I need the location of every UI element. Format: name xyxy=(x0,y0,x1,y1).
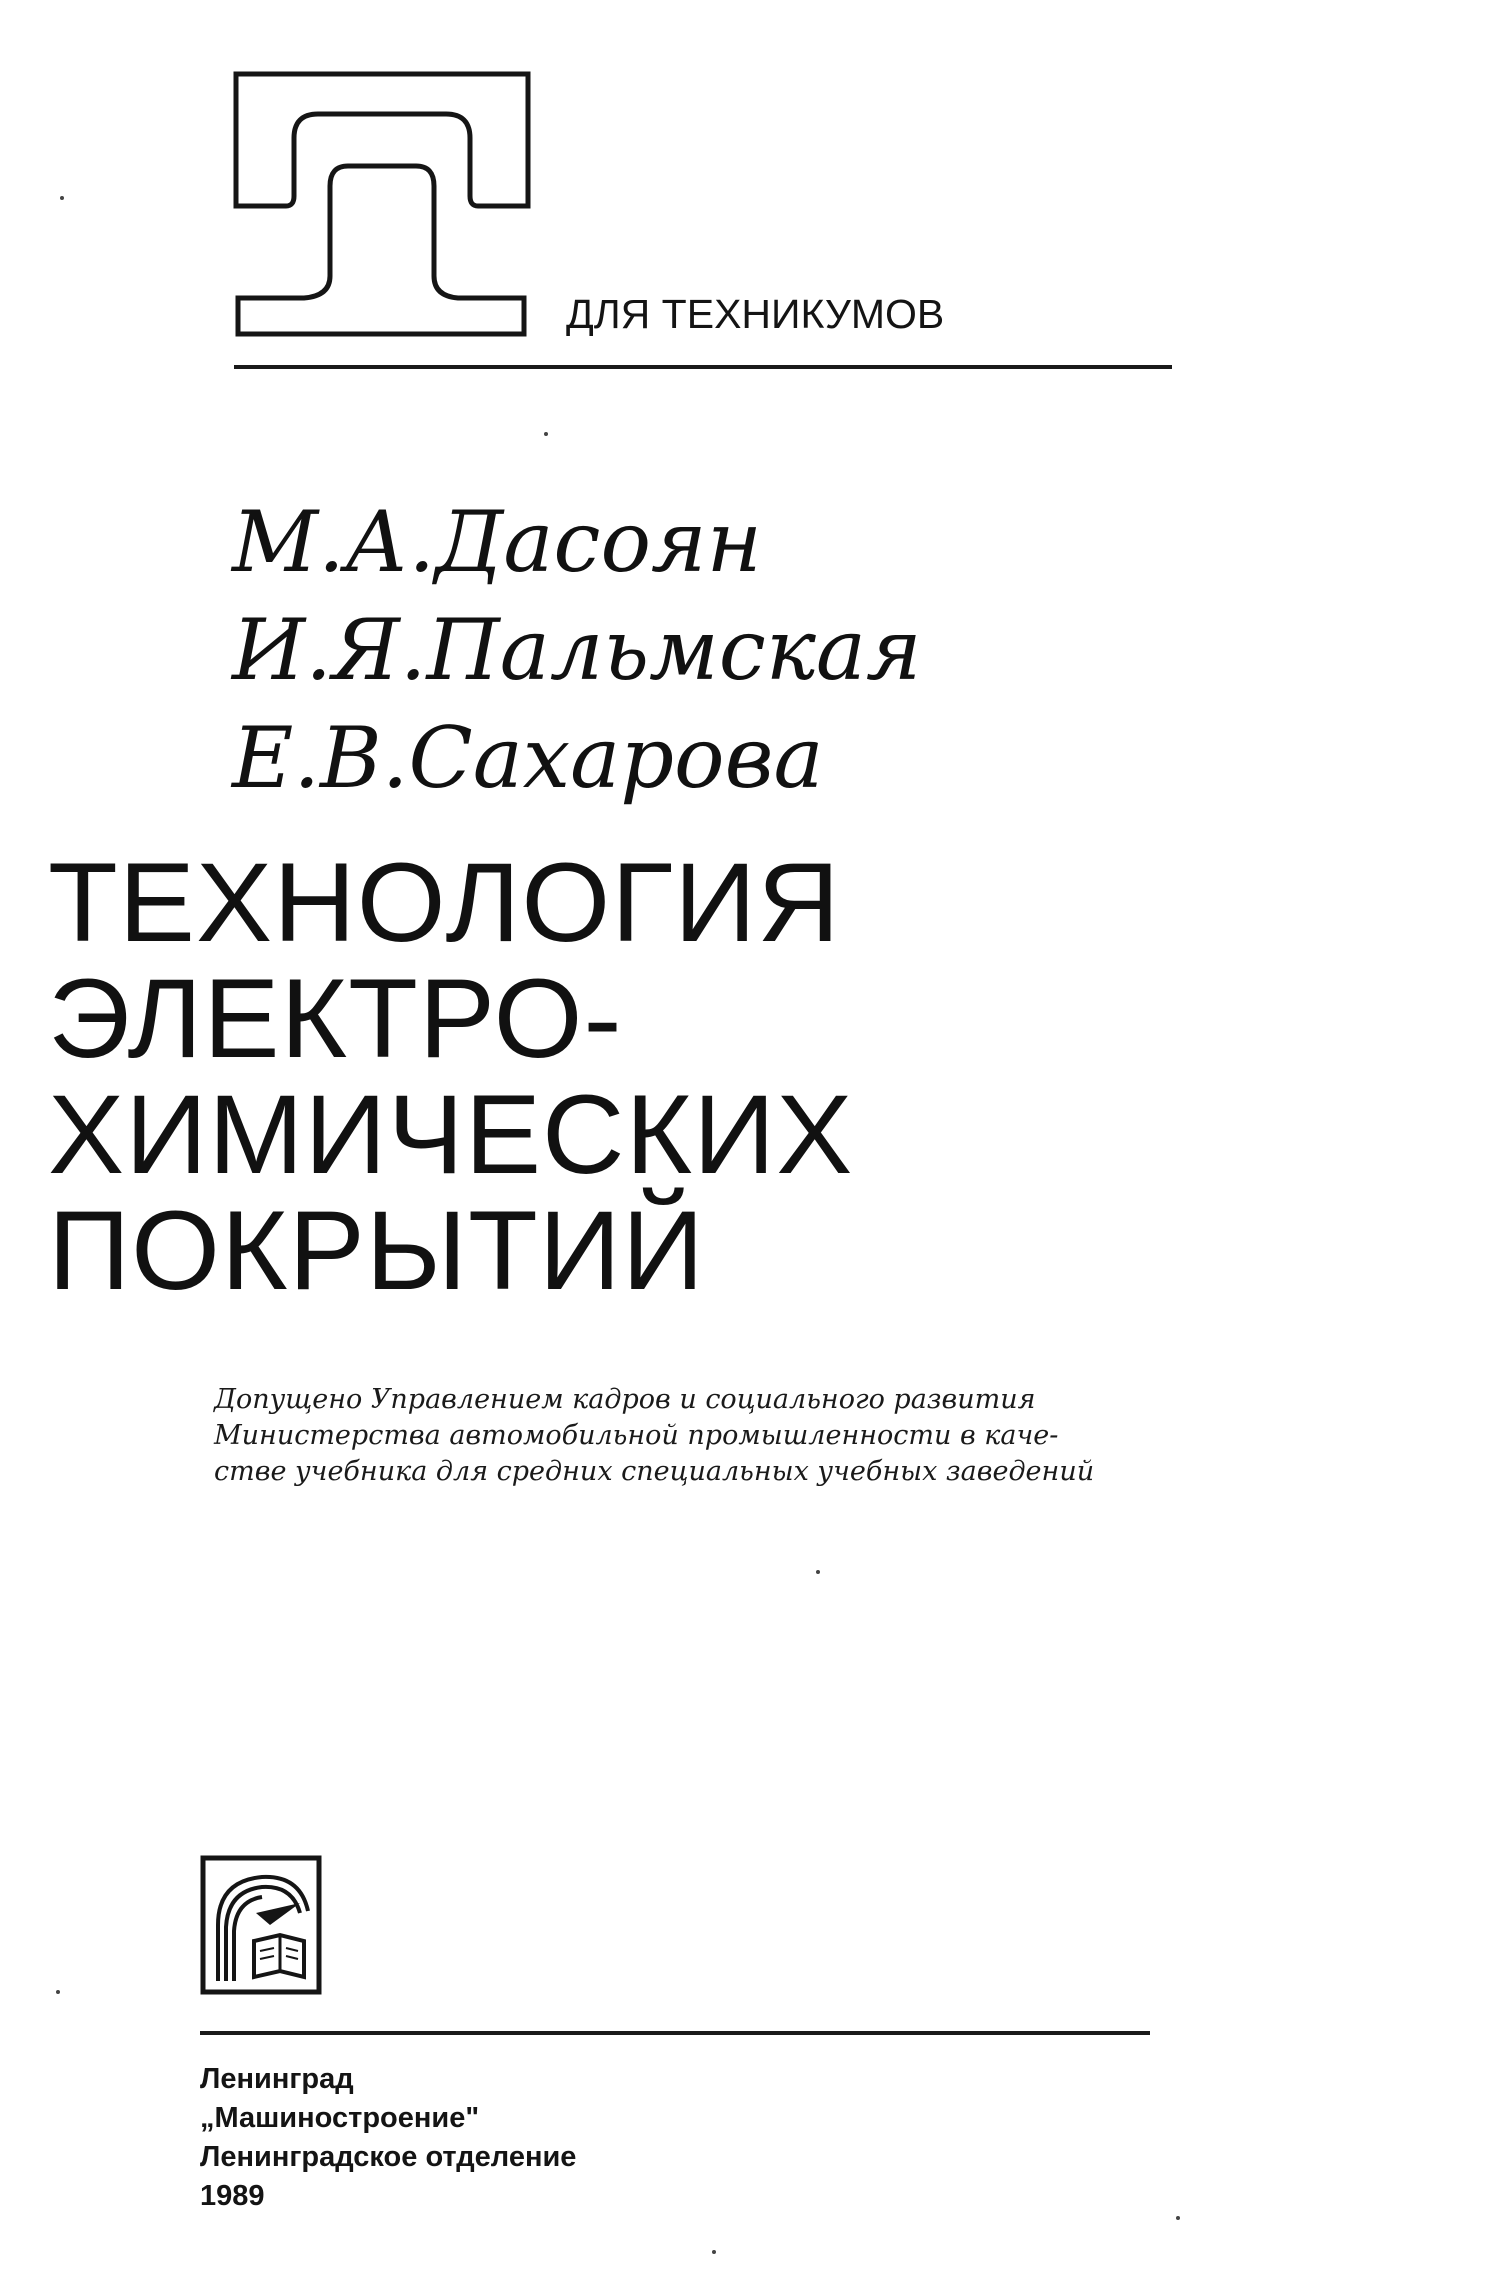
approval-line: стве учебника для средних специальных учебных заведений xyxy=(214,1456,1095,1487)
series-t-logo-icon xyxy=(232,66,532,341)
title-line: ХИМИЧЕСКИХ xyxy=(48,1072,854,1197)
bottom-divider xyxy=(200,2031,1150,2035)
title-line: ТЕХНОЛОГИЯ xyxy=(48,840,841,965)
approval-line: Допущено Управлением кадров и социального развития xyxy=(214,1384,1036,1415)
book-title xyxy=(48,840,854,1313)
title-line: ЭЛЕКТРО- xyxy=(48,956,623,1081)
publisher-emblem-icon xyxy=(200,1855,322,1995)
authors-block xyxy=(232,488,922,812)
scan-speck xyxy=(544,432,548,436)
scan-speck xyxy=(816,1570,820,1574)
imprint-year: 1989 xyxy=(200,2180,265,2212)
imprint-branch: Ленинградское отделение xyxy=(200,2141,577,2173)
scan-speck xyxy=(60,196,64,200)
series-label: ДЛЯ ТЕХНИКУМОВ xyxy=(566,291,945,337)
scan-speck xyxy=(56,1990,60,1994)
author-name: И.Я.Пальмская xyxy=(232,601,922,699)
top-divider xyxy=(234,365,1172,369)
approval-line: Министерства автомобильной промышленности в каче- xyxy=(214,1420,1059,1451)
imprint-block xyxy=(200,2060,576,2216)
scan-speck xyxy=(712,2250,716,2254)
imprint-publisher: „Машиностроение" xyxy=(200,2102,480,2134)
author-name: Е.В.Сахарова xyxy=(232,709,824,807)
author-name: М.А.Дасоян xyxy=(232,493,762,591)
imprint-city: Ленинград xyxy=(200,2063,354,2095)
approval-statement xyxy=(214,1382,1176,1490)
scan-speck xyxy=(1176,2216,1180,2220)
title-line: ПОКРЫТИЙ xyxy=(48,1188,706,1313)
